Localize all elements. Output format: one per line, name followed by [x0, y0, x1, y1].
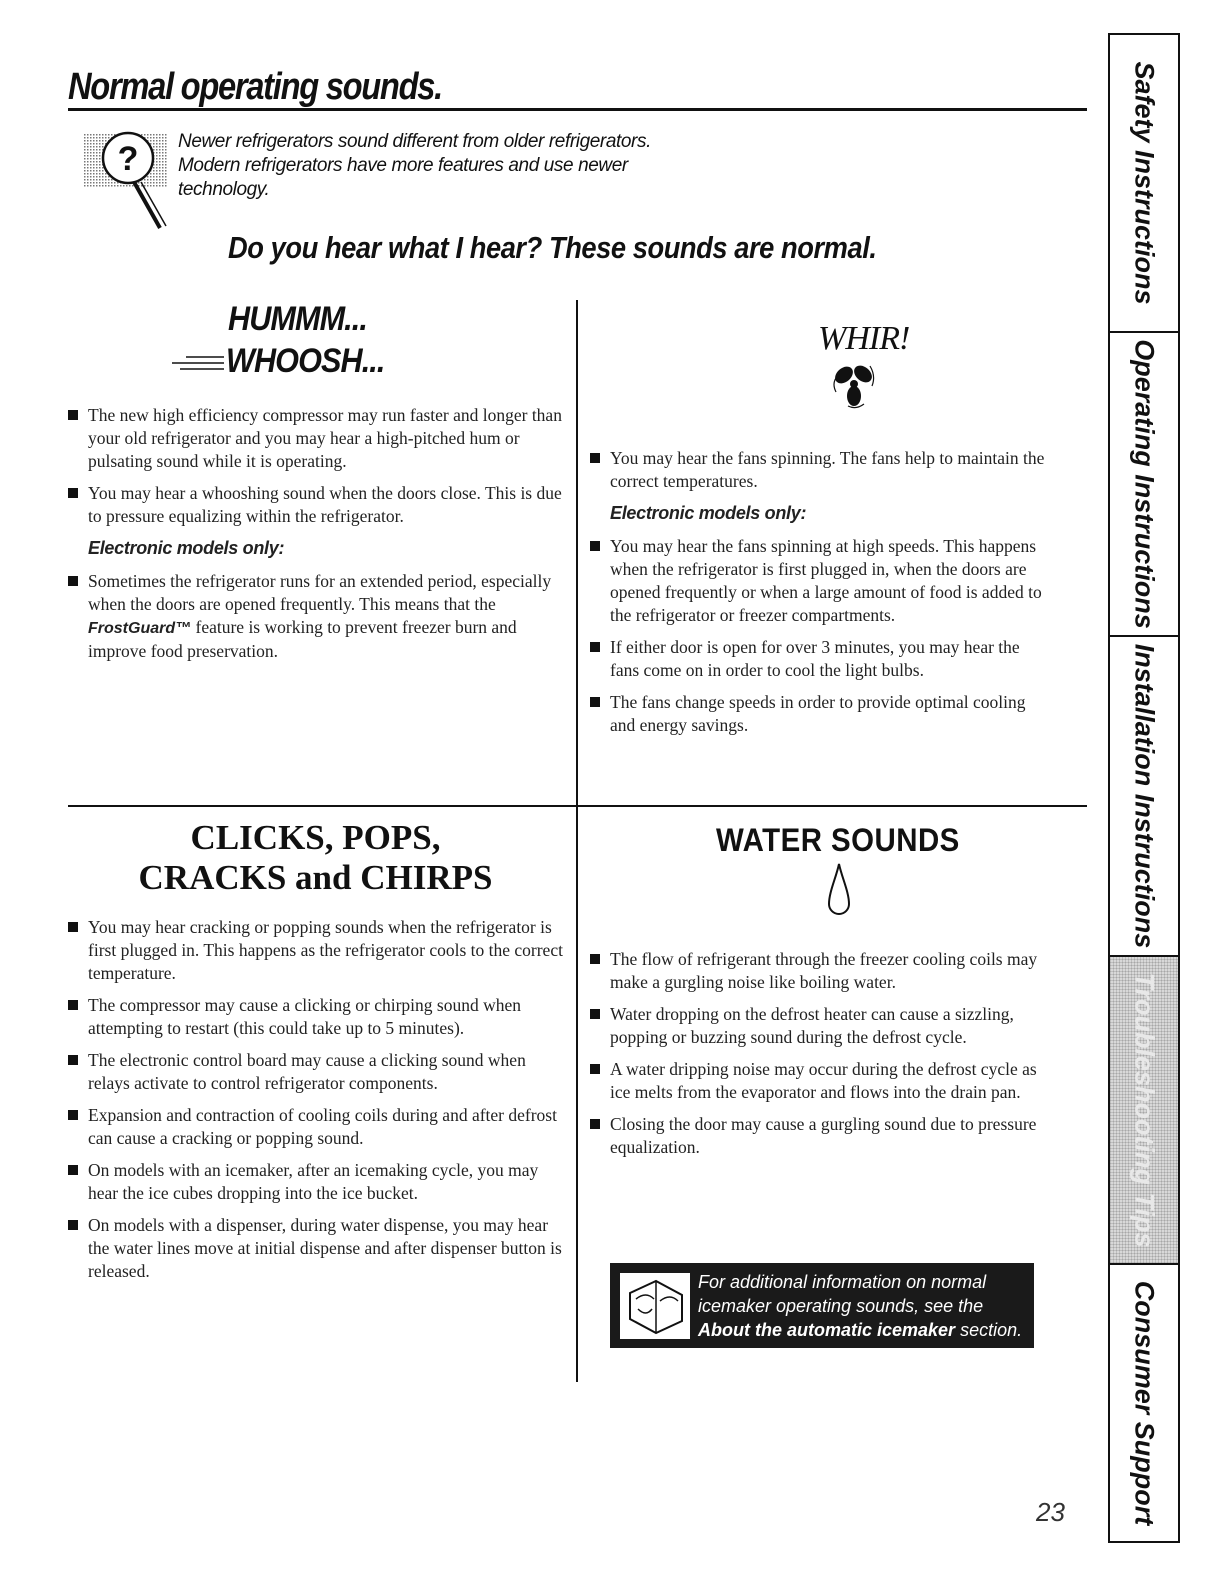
- tab-safety-instructions[interactable]: [1110, 35, 1178, 333]
- list-item: [68, 570, 563, 663]
- list-item: You may hear the fans spinning. The fans help to maintain the correct temperatures.: [590, 447, 1050, 493]
- tab-troubleshooting-tips[interactable]: [1110, 957, 1178, 1265]
- clicks-section: [68, 916, 563, 1292]
- electronic-models-label: Electronic models only:: [610, 503, 807, 523]
- whir-title: WHIR!: [818, 320, 910, 357]
- clicks-title: [68, 818, 563, 898]
- list-item: The compressor may cause a clicking or chirping sound when attempting to restart (this could take up to 5 minutes).: [68, 994, 563, 1040]
- list-item: On models with an icemaker, after an icemaking cycle, you may hear the ice cubes dropping into the ice bucket.: [68, 1159, 563, 1205]
- intro-line: Newer refrigerators sound different from older refrigerators.: [178, 131, 651, 152]
- page-number: 23: [1036, 1497, 1065, 1527]
- callout-section-link[interactable]: About the automatic icemaker: [698, 1320, 956, 1340]
- tab-consumer-support[interactable]: [1110, 1265, 1178, 1541]
- whir-section: [590, 447, 1050, 746]
- callout-line: [698, 1318, 1028, 1342]
- tab-operating-instructions[interactable]: [1110, 333, 1178, 637]
- list-item: The flow of refrigerant through the freezer cooling coils may make a gurgling noise like boiling water.: [590, 948, 1050, 994]
- list-item: Water dropping on the defrost heater can cause a sizzling, popping or buzzing sound during the defrost cycle.: [590, 1003, 1050, 1049]
- intro-line: technology.: [178, 179, 270, 200]
- frostguard-text-after: feature is working to prevent freezer burn and improve food preservation.: [88, 617, 517, 661]
- hum-section: [68, 404, 563, 672]
- water-section: [590, 948, 1050, 1168]
- callout-line-rest: section.: [960, 1320, 1023, 1340]
- svg-text:?: ?: [117, 140, 139, 178]
- water-drop-icon: [826, 862, 852, 920]
- tab-installation-instructions[interactable]: [1110, 637, 1178, 957]
- tab-label: Safety Instructions: [1129, 61, 1160, 305]
- manual-book-icon: [620, 1273, 690, 1339]
- callout-text: [698, 1270, 1028, 1342]
- subheading: Do you hear what I hear? These sounds are normal.: [228, 230, 877, 265]
- fan-icon: [830, 358, 878, 410]
- icemaker-callout: [610, 1263, 1034, 1348]
- whoosh-title: WHOOSH...: [226, 342, 385, 380]
- list-item: You may hear the fans spinning at high speeds. This happens when the refrigerator is first plugged in, when the doors are opened frequently or when a large amount of food is added to the refrigerator or freezer compartments.: [590, 535, 1050, 627]
- intro-text: [178, 130, 778, 202]
- callout-line: icemaker operating sounds, see the: [698, 1296, 984, 1316]
- frostguard-brand: FrostGuard™: [88, 620, 192, 637]
- tab-label: Troubleshooting Tips: [1129, 972, 1160, 1248]
- row-divider: [68, 805, 1087, 807]
- whoosh-lines-icon: [172, 352, 224, 372]
- column-divider: [576, 300, 578, 1382]
- list-item: The fans change speeds in order to provide optimal cooling and energy savings.: [590, 691, 1050, 737]
- callout-line: For additional information on normal: [698, 1272, 987, 1292]
- frostguard-text-before: Sometimes the refrigerator runs for an extended period, especially when the doors are opened frequently. This means that the: [88, 571, 552, 614]
- tab-label: Operating Instructions: [1129, 339, 1160, 629]
- question-mark-icon: [84, 128, 184, 236]
- tab-label: Consumer Support: [1129, 1280, 1160, 1526]
- list-item: On models with a dispenser, during water dispense, you may hear the water lines move at initial dispense and after dispenser button is released.: [68, 1214, 563, 1283]
- electronic-models-label: Electronic models only:: [88, 538, 285, 558]
- water-title: WATER SOUNDS: [716, 822, 960, 858]
- list-item: If either door is open for over 3 minutes, you may hear the fans come on in order to cool the light bulbs.: [590, 636, 1050, 682]
- page-title: Normal operating sounds.: [68, 66, 442, 108]
- list-item: You may hear cracking or popping sounds when the refrigerator is first plugged in. This happens as the refrigerator cools to the correct temperature.: [68, 916, 563, 985]
- title-rule: [68, 108, 1087, 111]
- clicks-title-line: CRACKS and CHIRPS: [138, 858, 493, 897]
- intro-line: Modern refrigerators have more features and use newer: [178, 155, 628, 176]
- list-item: The electronic control board may cause a clicking sound when relays activate to control refrigerator components.: [68, 1049, 563, 1095]
- clicks-title-line: CLICKS, POPS,: [190, 818, 441, 857]
- list-item: You may hear a whooshing sound when the doors close. This is due to pressure equalizing within the refrigerator.: [68, 482, 563, 528]
- tab-label: Installation Instructions: [1129, 643, 1160, 949]
- list-item: A water dripping noise may occur during the defrost cycle as ice melts from the evaporator and flows into the drain pan.: [590, 1058, 1050, 1104]
- list-item: Closing the door may cause a gurgling sound due to pressure equalization.: [590, 1113, 1050, 1159]
- section-tabs: [1108, 33, 1180, 1543]
- list-item: The new high efficiency compressor may run faster and longer than your old refrigerator and you may hear a high-pitched hum or pulsating sound while it is operating.: [68, 404, 563, 473]
- hum-title: HUMMM...: [228, 300, 367, 338]
- list-item: Expansion and contraction of cooling coils during and after defrost can cause a cracking or popping sound.: [68, 1104, 563, 1150]
